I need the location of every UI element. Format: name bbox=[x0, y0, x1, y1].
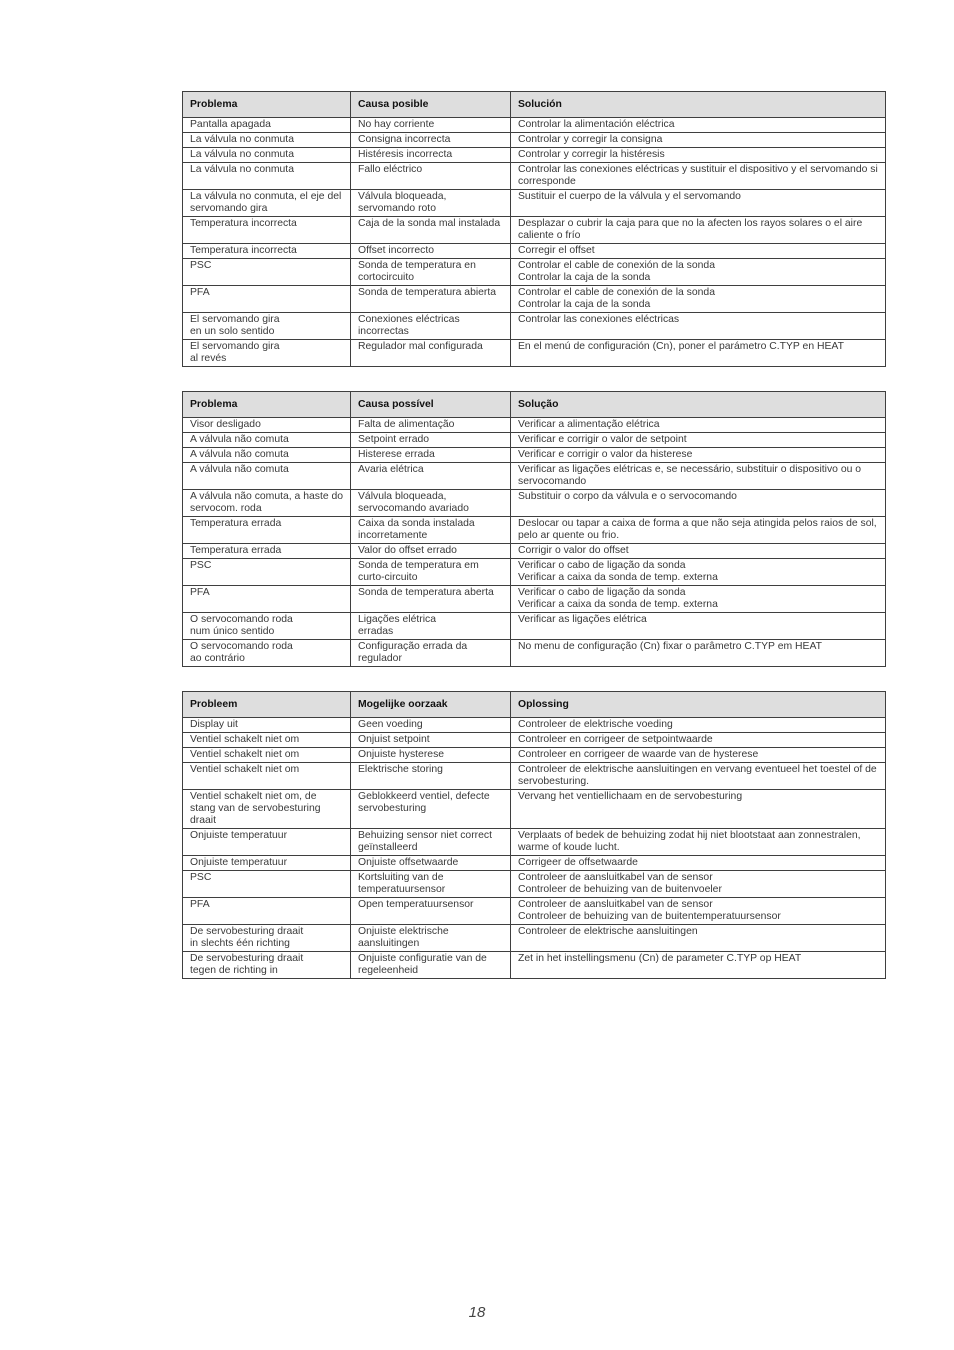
cell-text: Ventiel schakelt niet om bbox=[190, 749, 300, 760]
table-row bbox=[183, 148, 886, 163]
cell-text: Controlar el cable de conexión de la sonda Controlar la caja de la sonda bbox=[518, 287, 715, 310]
table-row bbox=[183, 418, 886, 433]
table-cell bbox=[351, 448, 511, 463]
table-cell bbox=[351, 463, 511, 490]
cell-text: Verificar e corrigir o valor da histerese bbox=[518, 449, 693, 460]
table-row bbox=[183, 340, 886, 367]
cell-text: Verificar a alimentação elétrica bbox=[518, 419, 660, 430]
cell-text: Elektrische storing bbox=[358, 764, 443, 775]
table-header-row bbox=[183, 392, 886, 418]
cell-text: O servocomando roda num único sentido bbox=[190, 614, 293, 637]
column-header: Oplossing bbox=[511, 692, 886, 718]
cell-text: Controlar el cable de conexión de la sonda Controlar la caja de la sonda bbox=[518, 260, 715, 283]
cell-text: Open temperatuursensor bbox=[358, 899, 474, 910]
cell-text: El servomando gira al revés bbox=[190, 341, 280, 364]
table-cell bbox=[351, 313, 511, 340]
cell-text: Válvula bloqueada, servocomando avariado bbox=[358, 491, 469, 514]
table-cell bbox=[511, 163, 886, 190]
table-row bbox=[183, 871, 886, 898]
table-cell bbox=[511, 925, 886, 952]
table-cell bbox=[183, 640, 351, 667]
table-cell bbox=[351, 433, 511, 448]
table-cell bbox=[183, 871, 351, 898]
table-cell bbox=[183, 217, 351, 244]
table-row bbox=[183, 448, 886, 463]
cell-text: La válvula no conmuta bbox=[190, 149, 294, 160]
table-row bbox=[183, 286, 886, 313]
table-row bbox=[183, 586, 886, 613]
cell-text: Controlar las conexiones eléctricas y sustituir el dispositivo y el servomando si corresponde bbox=[518, 164, 878, 187]
table-cell bbox=[511, 418, 886, 433]
cell-text: Controleer de elektrische aansluitingen bbox=[518, 926, 698, 937]
table-cell bbox=[351, 286, 511, 313]
cell-text: Corregir el offset bbox=[518, 245, 595, 256]
cell-text: PFA bbox=[190, 287, 210, 298]
table-cell bbox=[511, 829, 886, 856]
column-header: Problema bbox=[183, 92, 351, 118]
table-cell bbox=[351, 517, 511, 544]
table-cell bbox=[511, 544, 886, 559]
table-cell bbox=[511, 640, 886, 667]
column-header: Causa posible bbox=[351, 92, 511, 118]
table-cell bbox=[351, 586, 511, 613]
table-cell bbox=[183, 313, 351, 340]
table-cell bbox=[183, 856, 351, 871]
table-cell bbox=[351, 925, 511, 952]
table-cell bbox=[183, 790, 351, 829]
table-cell bbox=[351, 613, 511, 640]
cell-text: Sonda de temperatura aberta bbox=[358, 587, 494, 598]
cell-text: Onjuiste offsetwaarde bbox=[358, 857, 459, 868]
table-cell bbox=[183, 259, 351, 286]
table-cell bbox=[511, 586, 886, 613]
cell-text: Onjuist setpoint bbox=[358, 734, 430, 745]
cell-text: Corrigeer de offsetwaarde bbox=[518, 857, 638, 868]
cell-text: La válvula no conmuta bbox=[190, 134, 294, 145]
table-cell bbox=[511, 463, 886, 490]
table-cell bbox=[183, 463, 351, 490]
cell-text: Sustituir el cuerpo de la válvula y el servomando bbox=[518, 191, 741, 202]
table-cell bbox=[351, 871, 511, 898]
column-header: Mogelijke oorzaak bbox=[351, 692, 511, 718]
table-cell bbox=[183, 733, 351, 748]
cell-text: Sonda de temperatura en cortocircuito bbox=[358, 260, 476, 283]
table-cell bbox=[511, 763, 886, 790]
table-cell bbox=[351, 856, 511, 871]
table-cell bbox=[511, 286, 886, 313]
cell-text: Ventiel schakelt niet om bbox=[190, 764, 300, 775]
cell-text: No hay corriente bbox=[358, 119, 435, 130]
table-cell bbox=[183, 586, 351, 613]
table-cell bbox=[511, 133, 886, 148]
table-cell bbox=[351, 259, 511, 286]
cell-text: Histerese errada bbox=[358, 449, 435, 460]
table-cell bbox=[511, 856, 886, 871]
table-cell bbox=[511, 148, 886, 163]
table-cell bbox=[183, 133, 351, 148]
table-cell bbox=[511, 559, 886, 586]
table-cell bbox=[351, 244, 511, 259]
cell-text: O servocomando roda ao contrário bbox=[190, 641, 293, 664]
cell-text: Deslocar ou tapar a caixa de forma a que não seja atingida pelos raios de sol, pelo ar quente ou frio. bbox=[518, 518, 877, 541]
cell-text: Verificar as ligações elétricas e, se necessário, substituir o dispositivo ou o servocomando bbox=[518, 464, 862, 487]
table-cell bbox=[511, 433, 886, 448]
column-header: Probleem bbox=[183, 692, 351, 718]
table-cell bbox=[183, 490, 351, 517]
cell-text: Temperatura incorrecta bbox=[190, 245, 297, 256]
table-cell bbox=[183, 244, 351, 259]
cell-text: No menu de configuração (Cn) fixar o parâmetro C.TYP em HEAT bbox=[518, 641, 822, 652]
cell-text: Fallo eléctrico bbox=[358, 164, 423, 175]
table-cell bbox=[351, 148, 511, 163]
cell-text: Onjuiste temperatuur bbox=[190, 857, 288, 868]
cell-text: Geblokkeerd ventiel, defecte servobesturing bbox=[358, 791, 490, 814]
table-cell bbox=[183, 718, 351, 733]
cell-text: Verificar o cabo de ligação da sonda Verificar a caixa da sonda de temp. externa bbox=[518, 587, 718, 610]
table-row bbox=[183, 790, 886, 829]
cell-text: PSC bbox=[190, 260, 212, 271]
table-row bbox=[183, 925, 886, 952]
cell-text: La válvula no conmuta, el eje del servomando gira bbox=[190, 191, 342, 214]
cell-text: Temperatura incorrecta bbox=[190, 218, 297, 229]
cell-text: Verificar e corrigir o valor de setpoint bbox=[518, 434, 687, 445]
cell-text: De servobesturing draait in slechts één richting bbox=[190, 926, 304, 949]
table-cell bbox=[351, 418, 511, 433]
table-row bbox=[183, 217, 886, 244]
table-row bbox=[183, 763, 886, 790]
cell-text: Visor desligado bbox=[190, 419, 261, 430]
cell-text: Sonda de temperatura abierta bbox=[358, 287, 497, 298]
cell-text: PFA bbox=[190, 899, 210, 910]
table-cell bbox=[183, 448, 351, 463]
cell-text: Kortsluiting van de temperatuursensor bbox=[358, 872, 446, 895]
table-header-row bbox=[183, 92, 886, 118]
troubleshooting-table-nl bbox=[182, 691, 886, 979]
column-header: Causa possível bbox=[351, 392, 511, 418]
cell-text: Sonda de temperatura em curto-circuito bbox=[358, 560, 479, 583]
cell-text: Controleer en corrigeer de setpointwaarde bbox=[518, 734, 713, 745]
cell-text: Onjuiste configuratie van de regeleenheid bbox=[358, 953, 487, 976]
table-row bbox=[183, 244, 886, 259]
table-row bbox=[183, 490, 886, 517]
cell-text: Avaria elétrica bbox=[358, 464, 424, 475]
table-cell bbox=[351, 163, 511, 190]
table-cell bbox=[183, 517, 351, 544]
cell-text: A válvula não comuta bbox=[190, 464, 289, 475]
table-cell bbox=[351, 559, 511, 586]
table-row bbox=[183, 733, 886, 748]
column-header: Solución bbox=[511, 92, 886, 118]
cell-text: PFA bbox=[190, 587, 210, 598]
page-number: 18 bbox=[468, 1304, 486, 1321]
table-cell bbox=[511, 952, 886, 979]
table-cell bbox=[351, 340, 511, 367]
table-cell bbox=[511, 190, 886, 217]
table-cell bbox=[183, 559, 351, 586]
cell-text: Desplazar o cubrir la caja para que no la afecten los rayos solares o el aire caliente o frío bbox=[518, 218, 863, 241]
table-cell bbox=[183, 190, 351, 217]
cell-text: Verificar as ligações elétrica bbox=[518, 614, 647, 625]
cell-text: Controleer de aansluitkabel van de sensor Controleer de behuizing van de buitentemperatuursensor bbox=[518, 899, 781, 922]
table-cell bbox=[511, 118, 886, 133]
table-cell bbox=[351, 763, 511, 790]
cell-text: En el menú de configuración (Cn), poner el parámetro C.TYP en HEAT bbox=[518, 341, 844, 352]
table-row bbox=[183, 433, 886, 448]
table-cell bbox=[511, 898, 886, 925]
table-cell bbox=[511, 718, 886, 733]
cell-text: Vervang het ventiellichaam en de servobesturing bbox=[518, 791, 743, 802]
table-cell bbox=[351, 190, 511, 217]
table-cell bbox=[511, 613, 886, 640]
cell-text: Regulador mal configurada bbox=[358, 341, 483, 352]
cell-text: Offset incorrecto bbox=[358, 245, 435, 256]
table-cell bbox=[183, 952, 351, 979]
cell-text: Configuração errada da regulador bbox=[358, 641, 468, 664]
cell-text: La válvula no conmuta bbox=[190, 164, 294, 175]
cell-text: Controlar y corregir la consigna bbox=[518, 134, 663, 145]
table-cell bbox=[511, 790, 886, 829]
table-cell bbox=[183, 748, 351, 763]
cell-text: Temperatura errada bbox=[190, 545, 282, 556]
table-cell bbox=[183, 763, 351, 790]
cell-text: Histéresis incorrecta bbox=[358, 149, 453, 160]
troubleshooting-table-es bbox=[182, 91, 886, 367]
cell-text: A válvula não comuta, a haste do servocom. roda bbox=[190, 491, 344, 514]
cell-text: Controleer en corrigeer de waarde van de hysterese bbox=[518, 749, 759, 760]
table-cell bbox=[351, 640, 511, 667]
table-cell bbox=[351, 829, 511, 856]
column-header: Solução bbox=[511, 392, 886, 418]
table-cell bbox=[183, 898, 351, 925]
table-row bbox=[183, 544, 886, 559]
table-row bbox=[183, 190, 886, 217]
cell-text: Consigna incorrecta bbox=[358, 134, 451, 145]
table-cell bbox=[183, 148, 351, 163]
troubleshooting-table-pt bbox=[182, 391, 886, 667]
table-cell bbox=[351, 733, 511, 748]
table-row bbox=[183, 118, 886, 133]
table-cell bbox=[183, 118, 351, 133]
cell-text: Verificar o cabo de ligação da sonda Verificar a caixa da sonda de temp. externa bbox=[518, 560, 718, 583]
table-row bbox=[183, 718, 886, 733]
cell-text: Valor do offset errado bbox=[358, 545, 457, 556]
cell-text: Verplaats of bedek de behuizing zodat hij niet blootstaat aan zonnestralen, warme of koude lucht. bbox=[518, 830, 861, 853]
cell-text: Display uit bbox=[190, 719, 238, 730]
cell-text: A válvula não comuta bbox=[190, 434, 289, 445]
cell-text: Onjuiste hysterese bbox=[358, 749, 445, 760]
cell-text: Controleer de elektrische voeding bbox=[518, 719, 673, 730]
table-row bbox=[183, 898, 886, 925]
cell-text: Controleer de elektrische aansluitingen en vervang eventueel het toestel of de servobesturing. bbox=[518, 764, 877, 787]
cell-text: Caja de la sonda mal instalada bbox=[358, 218, 501, 229]
table-cell bbox=[511, 259, 886, 286]
table-cell bbox=[183, 613, 351, 640]
cell-text: Setpoint errado bbox=[358, 434, 430, 445]
cell-text: Controlar y corregir la histéresis bbox=[518, 149, 665, 160]
cell-text: El servomando gira en un solo sentido bbox=[190, 314, 280, 337]
cell-text: Corrigir o valor do offset bbox=[518, 545, 629, 556]
table-cell bbox=[183, 163, 351, 190]
table-cell bbox=[511, 448, 886, 463]
table-cell bbox=[351, 544, 511, 559]
table-row bbox=[183, 640, 886, 667]
table-row bbox=[183, 133, 886, 148]
cell-text: Conexiones eléctricas incorrectas bbox=[358, 314, 460, 337]
table-cell bbox=[511, 871, 886, 898]
column-header: Problema bbox=[183, 392, 351, 418]
table-header-row bbox=[183, 692, 886, 718]
table-cell bbox=[183, 286, 351, 313]
table-row bbox=[183, 829, 886, 856]
cell-text: Onjuiste temperatuur bbox=[190, 830, 288, 841]
table-row bbox=[183, 613, 886, 640]
table-cell bbox=[351, 748, 511, 763]
cell-text: A válvula não comuta bbox=[190, 449, 289, 460]
table-cell bbox=[183, 340, 351, 367]
table-row bbox=[183, 517, 886, 544]
table-row bbox=[183, 313, 886, 340]
table-cell bbox=[351, 790, 511, 829]
table-row bbox=[183, 952, 886, 979]
table-cell bbox=[511, 340, 886, 367]
table-cell bbox=[183, 925, 351, 952]
cell-text: Controlar la alimentación eléctrica bbox=[518, 119, 675, 130]
table-row bbox=[183, 163, 886, 190]
cell-text: Zet in het instellingsmenu (Cn) de parameter C.TYP op HEAT bbox=[518, 953, 802, 964]
cell-text: Caixa da sonda instalada incorretamente bbox=[358, 518, 475, 541]
table-cell bbox=[511, 217, 886, 244]
cell-text: Ligações elétrica erradas bbox=[358, 614, 436, 637]
table-cell bbox=[351, 952, 511, 979]
cell-text: Controlar las conexiones eléctricas bbox=[518, 314, 680, 325]
table-cell bbox=[511, 490, 886, 517]
cell-text: Ventiel schakelt niet om, de stang van de servobesturing draait bbox=[190, 791, 321, 826]
cell-text: Behuizing sensor niet correct geïnstalleerd bbox=[358, 830, 492, 853]
table-cell bbox=[351, 898, 511, 925]
cell-text: Válvula bloqueada, servomando roto bbox=[358, 191, 447, 214]
table-cell bbox=[511, 313, 886, 340]
table-cell bbox=[511, 733, 886, 748]
table-row bbox=[183, 856, 886, 871]
table-cell bbox=[351, 118, 511, 133]
table-cell bbox=[351, 217, 511, 244]
table-cell bbox=[183, 544, 351, 559]
table-cell bbox=[351, 490, 511, 517]
cell-text: Ventiel schakelt niet om bbox=[190, 734, 300, 745]
cell-text: Geen voeding bbox=[358, 719, 423, 730]
cell-text: Falta de alimentação bbox=[358, 419, 455, 430]
table-cell bbox=[351, 718, 511, 733]
table-cell bbox=[183, 829, 351, 856]
cell-text: Pantalla apagada bbox=[190, 119, 271, 130]
table-cell bbox=[183, 433, 351, 448]
table-cell bbox=[511, 748, 886, 763]
cell-text: De servobesturing draait tegen de richting in bbox=[190, 953, 304, 976]
table-row bbox=[183, 559, 886, 586]
cell-text: Onjuiste elektrische aansluitingen bbox=[358, 926, 449, 949]
table-cell bbox=[183, 418, 351, 433]
table-cell bbox=[511, 244, 886, 259]
cell-text: PSC bbox=[190, 872, 212, 883]
table-cell bbox=[511, 517, 886, 544]
cell-text: Controleer de aansluitkabel van de sensor Controleer de behuizing van de buitenvoeler bbox=[518, 872, 722, 895]
table-row bbox=[183, 463, 886, 490]
table-row bbox=[183, 748, 886, 763]
table-cell bbox=[351, 133, 511, 148]
cell-text: Substituir o corpo da válvula e o servocomando bbox=[518, 491, 737, 502]
table-row bbox=[183, 259, 886, 286]
cell-text: Temperatura errada bbox=[190, 518, 282, 529]
cell-text: PSC bbox=[190, 560, 212, 571]
